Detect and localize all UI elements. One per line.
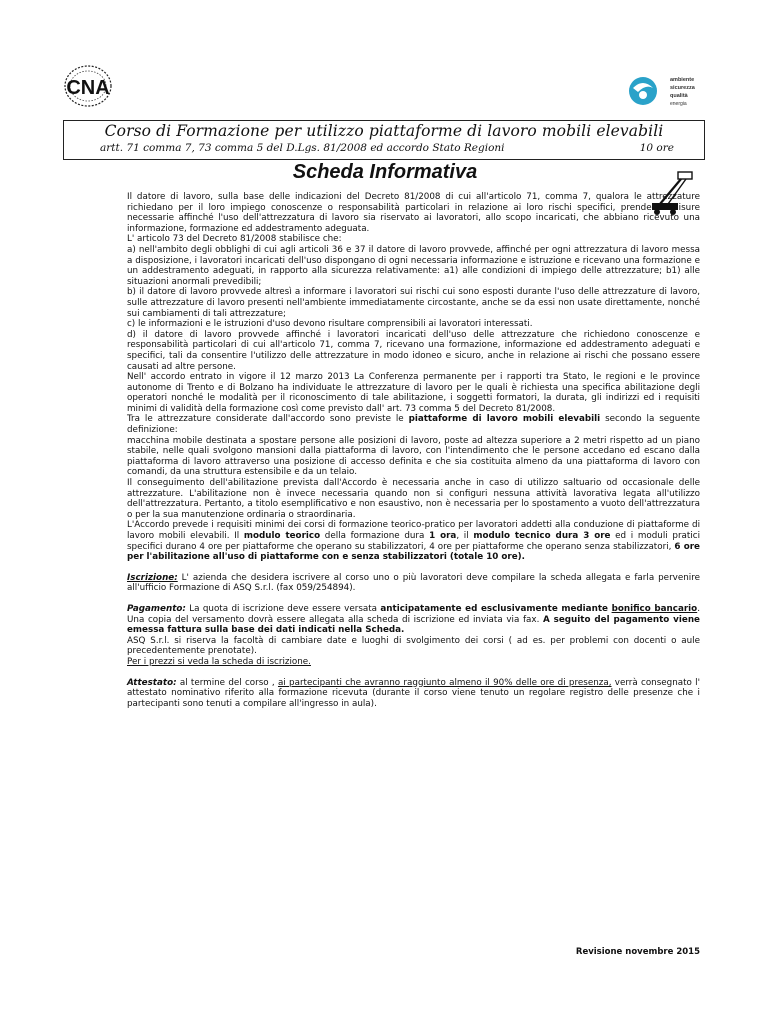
paragraph: L' articolo 73 del Decreto 81/2008 stabilisce che: xyxy=(127,234,342,245)
iscrizione-label: Iscrizione: xyxy=(127,572,178,583)
paragraph: Il datore di lavoro, sulla base delle indicazioni del Decreto 81/2008 di cui all'articolo 71, comma 7, qualora le attrezzature richiedano per il loro impiego conoscenze o responsabilità particolari in relazione ai loro rischi specifici, prende le misure necessarie affinché l'uso dell'attrezzatura di lavoro sia riservato ai lavoratori, allo scopo incaricati, che abbiano ricevuto una informazione, formazione ed addestramento adeguata. xyxy=(127,192,700,234)
paragraph: macchina mobile destinata a spostare persone alle posizioni di lavoro, poste ad altezza superiore a 2 metri rispetto ad un piano stabile, nelle quali svolgono mansioni dalla piattaforma di lavoro, con l'intendimento che le persone accedano ed escano dalla piattaforma di lavoro attraverso una posizione di accesso definita e che sia costituita almeno da una piattaforma di lavoro con comandi, da una struttura estensibile e da un telaio. xyxy=(127,435,700,478)
attestato-label: Attestato: xyxy=(127,677,177,688)
revision-date: Revisione novembre 2015 xyxy=(575,947,700,957)
pagamento-section: Pagamento: La quota di iscrizione deve essere versata anticipatamente ed esclusivamente mediante bonifico bancario. Una copia del versamento dovrà essere allegata alla scheda di iscrizione ed inviata via fax. A seguito del pagamento viene emessa fattura sulla base dei dati indicati nella Scheda. xyxy=(127,603,700,636)
paragraph: Il conseguimento dell'abilitazione prevista dall'Accordo è necessaria anche in caso di utilizzo saltuario od occasionale delle attrezzature. L'abilitazione non è invece necessaria quando non si configuri nessuna attività lavorativa legata all'utilizzo dell'attrezzatura. Pertanto, a titolo esemplificativo e non esaustivo, non è necessaria per lo spostamento a vuoto dell'attrezzatura o per la sua manutenzione ordinaria o straordinaria. xyxy=(127,478,700,520)
document-title: Scheda Informativa xyxy=(292,161,478,183)
course-header-box xyxy=(63,120,705,160)
paragraph: a) nell'ambito degli obblighi di cui agli articoli 36 e 37 il datore di lavoro provvede, affinché per ogni attrezzatura di lavoro messa a disposizione, i lavoratori incaricati dell'uso dispongano di ogni necessaria informazione e istruzione e ricevano una formazione e un addestramento adeguati, in rapporto alla sicurezza relativamente: a1) alle condizioni di impiego delle attrezzature; b1) alle situazioni anormali prevedibili; xyxy=(127,244,700,287)
cna-logo xyxy=(62,64,114,108)
course-subtitle: artt. 71 comma 7, 73 comma 5 del D.Lgs. 81/2008 ed accordo Stato Regioni xyxy=(100,142,505,154)
asq-logo-line: qualità xyxy=(670,93,688,99)
asq-logo-line: ambiente xyxy=(670,77,695,83)
paragraph: Tra le attrezzature considerate dall'accordo sono previste le piattaforme di lavoro mobili elevabili secondo la seguente definizione: xyxy=(127,414,700,436)
course-title: Corso di Formazione per utilizzo piattaforme di lavoro mobili elevabili xyxy=(104,122,664,140)
informative-body xyxy=(127,192,700,709)
asq-logo-line: energia xyxy=(670,101,687,107)
pagamento-label: Pagamento: xyxy=(127,603,186,614)
paragraph: ASQ S.r.l. si riserva la facoltà di cambiare date e luoghi di svolgimento dei corsi ( ad es. per problemi con docenti o aule precedentemente prenotate). xyxy=(127,635,700,657)
asq-logo-line: sicurezza xyxy=(670,85,695,91)
attestato-section: Attestato: al termine del corso , ai partecipanti che avranno raggiunto almeno il 90% delle ore di presenza, verrà consegnato l' attestato nominativo riferito alla formazione ricevuta (durante il corso viene tenuto un regolare registro delle presenze che i partecipanti sono tenuti a compilare all'ingresso in aula). xyxy=(127,677,701,709)
iscrizione-section: Iscrizione: L' azienda che desidera iscrivere al corso uno o più lavoratori deve compilare la scheda allegata e farla pervenire all'ufficio Formazione di ASQ S.r.l. (fax 059/254894). xyxy=(127,572,700,594)
prices-note: Per i prezzi si veda la scheda di iscrizione. xyxy=(127,656,311,667)
paragraph: Nell' accordo entrato in vigore il 12 marzo 2013 La Conferenza permanente per i rapporti tra Stato, le regioni e le province autonome di Trento e di Bolzano ha individuate le attrezzature di lavoro per le quali è richiesta una specifica abilitazione degli operatori nonché le modalità per il riconoscimento di tale abilitazione, i soggetti formatori, la durata, gli indirizzi ed i requisiti minimi di validità della formazione così come previsto dall' art. 73 comma 5 del Decreto 81/2008. xyxy=(127,372,700,414)
cna-logo-text: CNA xyxy=(66,77,110,99)
paragraph: c) le informazioni e le istruzioni d'uso devono risultare comprensibili ai lavoratori interessati. xyxy=(127,319,533,330)
asq-logo xyxy=(628,70,708,112)
paragraph: b) il datore di lavoro provvede altresì a informare i lavoratori sui rischi cui sono esposti durante l'uso delle attrezzature di lavoro, sulle attrezzature di lavoro presenti nell'ambiente immediatamente circostante, anche se da essi non usate direttamente, nonché sui cambiamenti di tali attrezzature; xyxy=(127,287,700,319)
paragraph: d) il datore di lavoro provvede affinché i lavoratori incaricati dell'uso delle attrezzature che richiedono conoscenze e responsabilità particolari di cui all'articolo 71, comma 7, ricevano una formazione, informazione ed addestramento adeguati e specifici, tali da consentire l'utilizzo delle attrezzature in modo idoneo e sicuro, anche in relazione ai rischi che possano essere causati ad altre persone. xyxy=(127,329,700,372)
course-hours: 10 ore xyxy=(639,142,674,154)
paragraph: L'Accordo prevede i requisiti minimi dei corsi di formazione teorico-pratico per lavoratori addetti alla conduzione di piattaforme di lavoro mobili elevabili. Il modulo teorico della formazione dura 1 ora, il modulo tecnico dura 3 ore ed i moduli pratici specifici durano 4 ore per piattaforme che operano su stabilizzatori, 4 ore per piattaforme che operano senza stabilizzatori, 6 ore per l'abilitazione all'uso di piattaforme con e senza stabilizzatori (totale 10 ore). xyxy=(127,520,701,563)
